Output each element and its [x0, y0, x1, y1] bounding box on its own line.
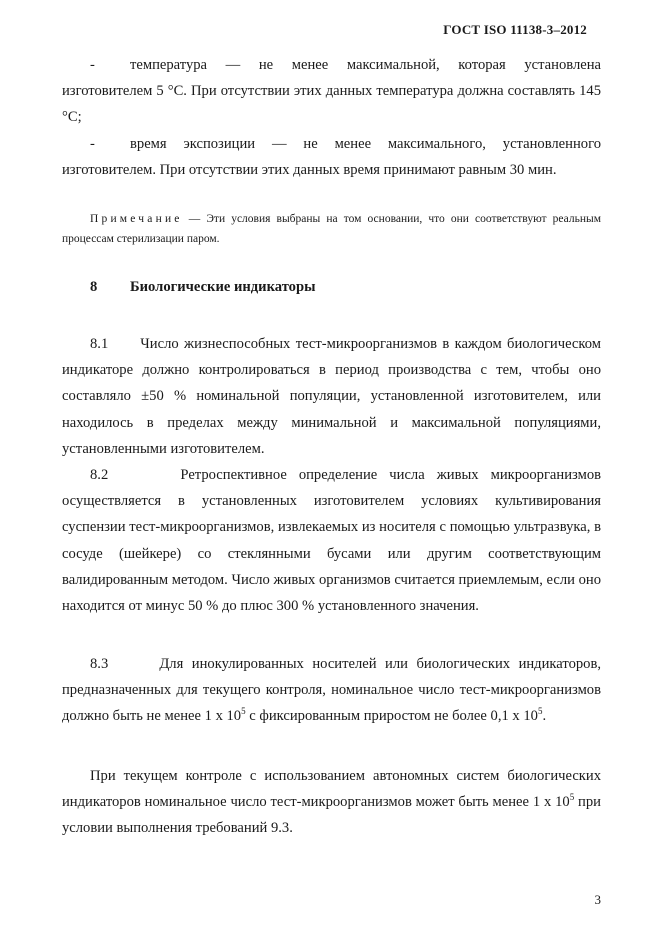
list-item-rest: изготовителем. При отсутствии этих данных время принимают равным 30 мин. — [62, 162, 557, 179]
list-item-rest: изготовителем 5 °С. При отсутствии этих данных температура должна составлять 145 °С; — [62, 83, 601, 126]
note-text: Эти условия выбраны на том основании, что они соответствуют реальным процессам стерилизации паром. — [62, 213, 601, 245]
paragraph-8-2 — [62, 462, 601, 619]
list-marker: - — [90, 136, 95, 152]
paragraph-text: Ретроспективное определение числа живых микроорганизмов осуществляется в установленных изготовителем условиях культивирования суспензии тест-микроорганизмов, извлекаемых из носителя с помощью ультразвука, в сосуде (шейкере) со стеклянными бусами или другим соответствующим валидированным методом. Число живых организмов считается приемлемым, если оно находится от минус 50 % до плюс 300 % установленного значения. — [62, 467, 602, 615]
exponent: 5 — [569, 792, 575, 803]
paragraph-text: Число жизнеспособных тест-микроорганизмов в каждом биологическом индикаторе должно контролироваться в период производства с тем, чтобы оно составляло ±50 % номинальной популяции, установленной изготовителем, или находилось в пределах между минимальной и максимальной популяциями, установленными изготовителем. — [62, 336, 602, 457]
list-marker: - — [90, 57, 95, 73]
note-label: Примечание — [90, 213, 183, 225]
paragraph-text: при условии выполнения требований 9.3. — [62, 794, 601, 837]
section-title: Биологические индикаторы — [130, 279, 316, 295]
list-item — [62, 131, 601, 183]
paragraph-8-1 — [62, 331, 601, 462]
paragraph-number: 8.1 — [90, 336, 109, 352]
section-number: 8 — [90, 279, 98, 295]
paragraph-text: . — [542, 708, 547, 725]
exponent: 5 — [241, 706, 246, 717]
paragraph-8-3 — [62, 651, 601, 730]
list-item-first-line: температура — не менее максимальной, которая установлена — [130, 57, 601, 73]
standard-header: ГОСТ ISO 11138-3–2012 — [443, 22, 587, 37]
note — [62, 209, 601, 249]
paragraph-text: с фиксированным приростом не более 0,1 х 10 — [245, 708, 538, 725]
exponent: 5 — [537, 706, 543, 717]
list-item-first-line: время экспозиции — не менее максимального, установленного — [130, 136, 601, 152]
paragraph-text: Для инокулированных носителей или биологических индикаторов, предназначенных для текущего контроля, номинальное число тест-микроорганизмов должно быть не менее 1 х 10 — [62, 656, 602, 725]
section-heading — [90, 279, 316, 296]
note-dash: — — [188, 213, 201, 225]
paragraph-number: 8.2 — [90, 467, 109, 483]
paragraph-number: 8.3 — [90, 656, 109, 672]
page-number: 3 — [594, 892, 601, 907]
paragraph-text: При текущем контроле с использованием автономных систем биологических индикаторов номинальное число тест-микроорганизмов может быть менее 1 х 10 — [62, 768, 601, 811]
paragraph-continuation — [62, 763, 601, 842]
list-item — [62, 52, 601, 131]
